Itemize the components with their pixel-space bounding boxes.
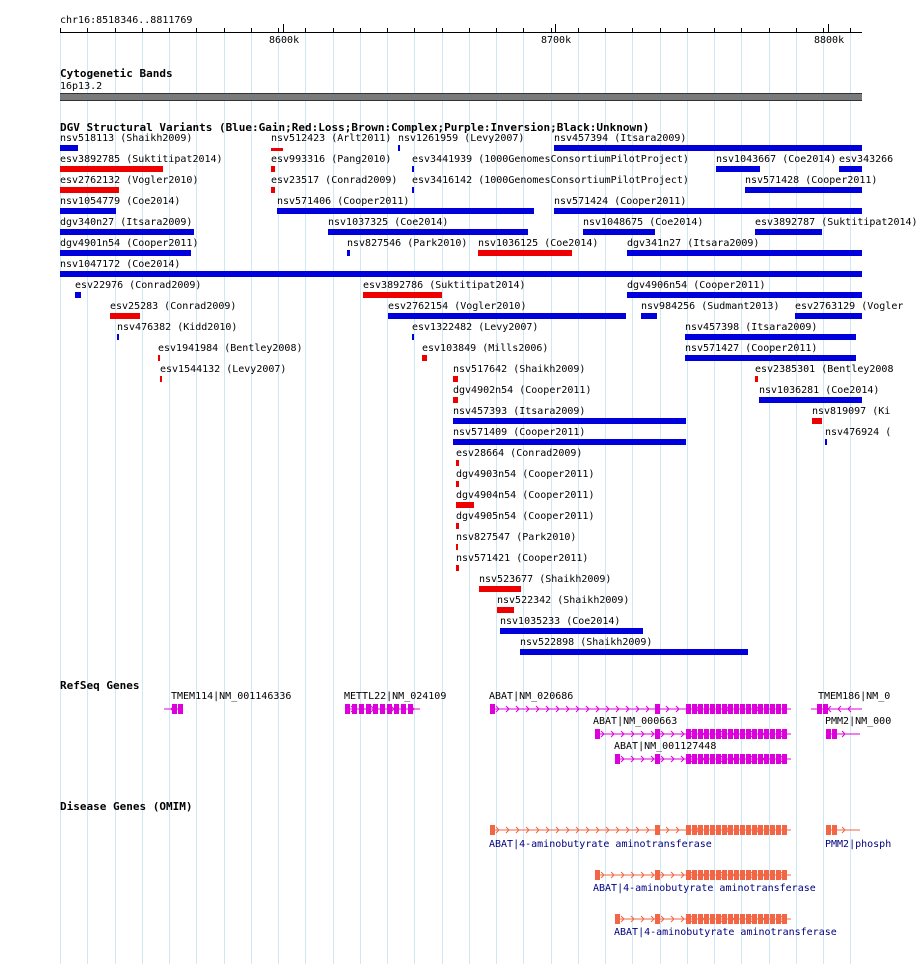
variant-label: esv1941984 (Bentley2008) — [158, 343, 303, 354]
variant-label: dgv341n27 (Itsara2009) — [627, 238, 760, 249]
grid-line — [360, 30, 361, 964]
variant-label: esv3892787 (Suktitipat2014) — [755, 217, 918, 228]
variant-label: esv2762132 (Vogler2010) — [60, 175, 199, 186]
ruler-major-tick — [828, 24, 829, 33]
ruler-major-tick — [283, 24, 284, 33]
disease-gene-label[interactable]: ABAT|4-aminobutyrate aminotransferase — [614, 927, 837, 938]
variant-bar[interactable] — [60, 145, 78, 151]
variant-label: nsv522342 (Shaikh2009) — [497, 595, 630, 606]
gene-label[interactable]: TMEM186|NM_0 — [818, 691, 891, 702]
disease-gene-label[interactable]: ABAT|4-aminobutyrate aminotransferase — [489, 839, 712, 850]
variant-bar[interactable] — [110, 313, 140, 319]
variant-bar[interactable] — [812, 418, 822, 424]
disease-gene-model[interactable] — [824, 823, 862, 837]
variant-label: nsv1036125 (Coe2014) — [478, 238, 599, 249]
ruler-tick-label: 8600k — [269, 35, 300, 46]
grid-line — [305, 30, 306, 964]
ruler-minor-tick — [796, 28, 797, 33]
variant-label: nsv1047172 (Coe2014) — [60, 259, 181, 270]
variant-bar[interactable] — [478, 250, 572, 256]
variant-label: nsv457398 (Itsara2009) — [685, 322, 818, 333]
ruler-minor-tick — [169, 28, 170, 33]
variant-label: esv343266 — [839, 154, 894, 165]
variant-bar[interactable] — [456, 565, 459, 571]
variant-label: nsv571421 (Cooper2011) — [456, 553, 589, 564]
grid-line — [224, 30, 225, 964]
variant-bar[interactable] — [388, 313, 626, 319]
variant-bar[interactable] — [759, 397, 862, 403]
variant-label: dgv4902n54 (Cooper2011) — [453, 385, 592, 396]
variant-label: esv2763129 (Vogler — [795, 301, 904, 312]
variant-label: dgv340n27 (Itsara2009) — [60, 217, 193, 228]
variant-bar[interactable] — [60, 250, 191, 256]
grid-line — [333, 30, 334, 964]
gene-model[interactable] — [488, 702, 793, 716]
variant-bar[interactable] — [755, 376, 758, 382]
dgv-track-title: DGV Structural Variants (Blue:Gain;Red:Loss;Brown:Complex;Purple:Inversion;Black:Unknown) — [60, 121, 650, 134]
variant-label: esv3892785 (Suktitipat2014) — [60, 154, 223, 165]
variant-bar[interactable] — [271, 148, 283, 151]
variant-label: esv1544132 (Levy2007) — [160, 364, 287, 375]
gene-label[interactable]: METTL22|NM_024109 — [344, 691, 447, 702]
variant-label: nsv1035233 (Coe2014) — [500, 616, 621, 627]
variant-label: nsv571428 (Cooper2011) — [745, 175, 878, 186]
ruler-minor-tick — [305, 28, 306, 33]
ruler-minor-tick — [687, 28, 688, 33]
cytoband-title: Cytogenetic Bands — [60, 67, 173, 80]
variant-bar[interactable] — [583, 229, 655, 235]
variant-bar[interactable] — [347, 250, 350, 256]
variant-bar[interactable] — [453, 418, 686, 424]
ruler-minor-tick — [551, 28, 552, 33]
gene-label[interactable]: ABAT|NM_020686 — [489, 691, 574, 702]
variant-label: esv2385301 (Bentley2008 — [755, 364, 894, 375]
variant-bar[interactable] — [271, 166, 275, 172]
variant-bar[interactable] — [755, 229, 822, 235]
ruler-minor-tick — [251, 28, 252, 33]
cytoband-bar[interactable] — [60, 93, 862, 101]
variant-bar[interactable] — [500, 628, 643, 634]
ruler-tick-label: 8700k — [541, 35, 572, 46]
variant-bar[interactable] — [554, 208, 862, 214]
ruler-tick-label: 8800k — [814, 35, 845, 46]
ruler-minor-tick — [414, 28, 415, 33]
ruler-minor-tick — [224, 28, 225, 33]
variant-label: dgv4906n54 (Cooper2011) — [627, 280, 766, 291]
variant-bar[interactable] — [453, 397, 458, 403]
grid-line — [414, 30, 415, 964]
variant-bar[interactable] — [456, 460, 459, 466]
variant-bar[interactable] — [160, 376, 162, 382]
variant-label: dgv4903n54 (Cooper2011) — [456, 469, 595, 480]
variant-label: nsv523677 (Shaikh2009) — [479, 574, 612, 585]
gene-label[interactable]: PMM2|NM_000 — [825, 716, 892, 727]
variant-label: nsv1043667 (Coe2014) — [716, 154, 837, 165]
variant-label: nsv1261959 (Levy2007) — [398, 133, 525, 144]
omim-track-title: Disease Genes (OMIM) — [60, 800, 193, 813]
ruler-minor-tick — [469, 28, 470, 33]
ruler-minor-tick — [142, 28, 143, 33]
ruler-minor-tick — [578, 28, 579, 33]
variant-label: nsv522898 (Shaikh2009) — [520, 637, 653, 648]
variant-label: nsv512423 (Arlt2011) — [271, 133, 392, 144]
variant-label: nsv518113 (Shaikh2009) — [60, 133, 193, 144]
variant-bar[interactable] — [795, 313, 862, 319]
ruler-minor-tick — [278, 28, 279, 33]
variant-label: nsv571424 (Cooper2011) — [554, 196, 687, 207]
ruler-minor-tick — [632, 28, 633, 33]
gene-model[interactable] — [593, 727, 793, 741]
variant-bar[interactable] — [685, 355, 856, 361]
variant-bar[interactable] — [453, 439, 686, 445]
variant-bar[interactable] — [456, 502, 474, 508]
ruler-minor-tick — [360, 28, 361, 33]
variant-label: esv2762154 (Vogler2010) — [388, 301, 527, 312]
disease-gene-model[interactable] — [488, 823, 793, 837]
ruler-minor-tick — [605, 28, 606, 33]
variant-bar[interactable] — [716, 166, 760, 172]
ruler-minor-tick — [333, 28, 334, 33]
variant-label: esv22976 (Conrad2009) — [75, 280, 202, 291]
ruler-minor-tick — [60, 28, 61, 33]
position-label: chr16:8518346..8811769 — [60, 15, 193, 26]
variant-label: nsv457393 (Itsara2009) — [453, 406, 586, 417]
ruler-minor-tick — [850, 28, 851, 33]
variant-label: esv103849 (Mills2006) — [422, 343, 549, 354]
ruler-minor-tick — [523, 28, 524, 33]
cytoband-name: 16p13.2 — [60, 81, 103, 92]
variant-label: esv28664 (Conrad2009) — [456, 448, 583, 459]
variant-label: nsv1037325 (Coe2014) — [328, 217, 449, 228]
variant-label: esv3892786 (Suktitipat2014) — [363, 280, 526, 291]
variant-bar[interactable] — [328, 229, 528, 235]
variant-bar[interactable] — [117, 334, 119, 340]
variant-bar[interactable] — [685, 334, 856, 340]
variant-bar[interactable] — [60, 208, 116, 214]
ruler-minor-tick — [769, 28, 770, 33]
variant-bar[interactable] — [456, 481, 459, 487]
variant-bar[interactable] — [398, 145, 400, 151]
variant-bar[interactable] — [60, 271, 862, 277]
variant-label: nsv984256 (Sudmant2013) — [641, 301, 780, 312]
variant-bar[interactable] — [497, 607, 514, 613]
grid-line — [796, 30, 797, 964]
ruler-major-tick — [555, 24, 556, 33]
variant-bar[interactable] — [554, 145, 862, 151]
variant-bar[interactable] — [363, 292, 442, 298]
disease-gene-model[interactable] — [593, 868, 793, 882]
variant-bar[interactable] — [75, 292, 81, 298]
variant-label: esv3416142 (1000GenomesConsortiumPilotProject) — [412, 175, 689, 186]
variant-bar[interactable] — [412, 334, 414, 340]
variant-bar[interactable] — [825, 439, 827, 445]
gene-model[interactable] — [613, 752, 793, 766]
ruler-minor-tick — [115, 28, 116, 33]
variant-label: nsv457394 (Itsara2009) — [554, 133, 687, 144]
grid-line — [169, 30, 170, 964]
variant-label: dgv4905n54 (Cooper2011) — [456, 511, 595, 522]
variant-bar[interactable] — [627, 292, 862, 298]
variant-bar[interactable] — [456, 544, 458, 550]
variant-label: nsv819097 (Ki — [812, 406, 891, 417]
gene-label[interactable]: ABAT|NM_001127448 — [614, 741, 717, 752]
variant-bar[interactable] — [641, 313, 657, 319]
ruler-minor-tick — [442, 28, 443, 33]
ruler-minor-tick — [714, 28, 715, 33]
variant-bar[interactable] — [839, 166, 862, 172]
variant-label: esv25283 (Conrad2009) — [110, 301, 237, 312]
variant-bar[interactable] — [745, 187, 862, 193]
variant-bar[interactable] — [277, 208, 534, 214]
variant-label: esv3441939 (1000GenomesConsortiumPilotProject) — [412, 154, 689, 165]
gene-model[interactable] — [824, 727, 862, 741]
variant-bar[interactable] — [60, 166, 163, 172]
grid-line — [251, 30, 252, 964]
variant-bar[interactable] — [412, 166, 414, 172]
variant-bar[interactable] — [412, 187, 414, 193]
variant-bar[interactable] — [479, 586, 521, 592]
variant-label: nsv1048675 (Coe2014) — [583, 217, 704, 228]
variant-bar[interactable] — [60, 187, 119, 193]
variant-bar[interactable] — [158, 355, 160, 361]
variant-bar[interactable] — [453, 376, 458, 382]
gene-model[interactable] — [809, 702, 864, 716]
grid-line — [196, 30, 197, 964]
ruler-minor-tick — [387, 28, 388, 33]
variant-label: nsv571406 (Cooper2011) — [277, 196, 410, 207]
ruler-minor-tick — [87, 28, 88, 33]
variant-label: esv23517 (Conrad2009) — [271, 175, 398, 186]
gene-label[interactable]: ABAT|NM_000663 — [593, 716, 678, 727]
ruler-minor-tick — [741, 28, 742, 33]
variant-label: nsv571409 (Cooper2011) — [453, 427, 586, 438]
gene-model[interactable] — [162, 702, 184, 716]
variant-label: nsv571427 (Cooper2011) — [685, 343, 818, 354]
variant-label: nsv476924 ( — [825, 427, 892, 438]
variant-label: nsv827546 (Park2010) — [347, 238, 468, 249]
disease-gene-label[interactable]: PMM2|phosph — [825, 839, 892, 850]
variant-label: nsv827547 (Park2010) — [456, 532, 577, 543]
ruler-minor-tick — [823, 28, 824, 33]
gene-label[interactable]: TMEM114|NM_001146336 — [171, 691, 292, 702]
variant-label: esv993316 (Pang2010) — [271, 154, 392, 165]
variant-label: nsv1054779 (Coe2014) — [60, 196, 181, 207]
ruler-minor-tick — [496, 28, 497, 33]
variant-label: nsv1036281 (Coe2014) — [759, 385, 880, 396]
variant-bar[interactable] — [60, 229, 194, 235]
variant-bar[interactable] — [627, 250, 862, 256]
grid-line — [442, 30, 443, 964]
disease-gene-label[interactable]: ABAT|4-aminobutyrate aminotransferase — [593, 883, 816, 894]
variant-bar[interactable] — [422, 355, 427, 361]
ruler-minor-tick — [196, 28, 197, 33]
refseq-track-title: RefSeq Genes — [60, 679, 140, 692]
variant-bar[interactable] — [271, 187, 275, 193]
variant-bar[interactable] — [520, 649, 748, 655]
variant-label: dgv4901n54 (Cooper2011) — [60, 238, 199, 249]
gene-model[interactable] — [343, 702, 422, 716]
variant-label: dgv4904n54 (Cooper2011) — [456, 490, 595, 501]
variant-label: nsv517642 (Shaikh2009) — [453, 364, 586, 375]
grid-line — [387, 30, 388, 964]
variant-label: esv1322482 (Levy2007) — [412, 322, 539, 333]
variant-bar[interactable] — [456, 523, 459, 529]
ruler-minor-tick — [660, 28, 661, 33]
variant-label: nsv476382 (Kidd2010) — [117, 322, 238, 333]
grid-line — [278, 30, 279, 964]
disease-gene-model[interactable] — [613, 912, 793, 926]
